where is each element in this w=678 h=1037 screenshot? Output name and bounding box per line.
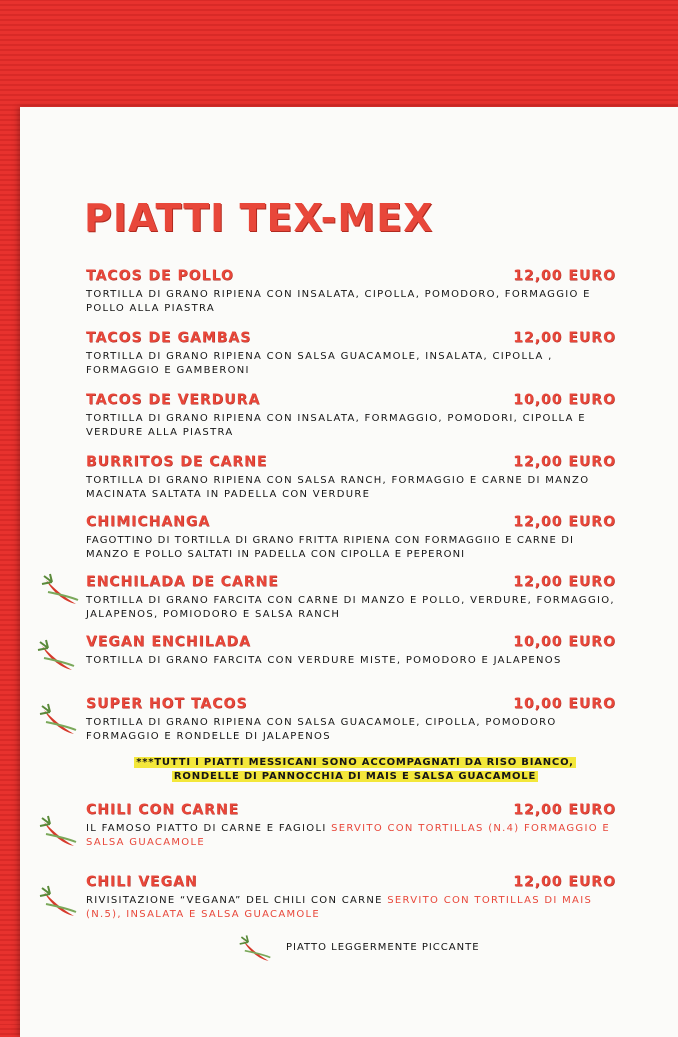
note-line-2: RONDELLE DI PANNOCCHIA DI MAIS E SALSA GUACAMOLE <box>173 771 537 782</box>
item-price: 12,00 EURO <box>513 330 616 346</box>
menu-item-tacos-de-verdura <box>86 392 616 440</box>
item-price: 12,00 EURO <box>513 574 616 590</box>
desc-extra: SERVITO CON TORTILLAS DI MAIS (N.5), INSALATA E SALSA GUACAMOLE <box>86 895 593 920</box>
chili-pepper-icon <box>38 812 78 852</box>
item-description: TORTILLA DI GRANO RIPIENA CON SALSA RANCH, FORMAGGIO E CARNE DI MANZO MACINATA SALTATA IN PADELLA CON VERDURE <box>86 475 590 500</box>
chili-pepper-icon <box>40 570 80 610</box>
item-description: TORTILLA DI GRANO FARCITA CON VERDURE MISTE, POMODORO E JALAPENOS <box>86 655 562 666</box>
item-description: TORTILLA DI GRANO RIPIENA CON SALSA GUACAMOLE, INSALATA, CIPOLLA , FORMAGGIO E GAMBERONI <box>86 351 553 376</box>
menu-item-chili-vegan <box>86 874 616 922</box>
item-price: 12,00 EURO <box>513 514 616 530</box>
side-dishes-note <box>100 756 610 784</box>
menu-item-chimichanga <box>86 514 616 562</box>
chili-pepper-icon <box>238 932 272 966</box>
menu-item-tacos-de-gambas <box>86 330 616 378</box>
item-name: VEGAN ENCHILADA <box>86 634 252 650</box>
menu-item-enchilada-de-carne <box>86 574 616 622</box>
item-name: TACOS DE VERDURA <box>86 392 261 408</box>
item-price: 12,00 EURO <box>513 268 616 284</box>
desc-main: IL FAMOSO PIATTO DI CARNE E FAGIOLI <box>86 823 327 834</box>
item-name: CHILI CON CARNE <box>86 802 240 818</box>
item-name: TACOS DE GAMBAS <box>86 330 252 346</box>
item-description <box>86 894 616 922</box>
item-description: FAGOTTINO DI TORTILLA DI GRANO FRITTA RIPIENA CON FORMAGGIIO E CARNE DI MANZO E POLLO SALTATI IN PADELLA CON CIPOLLA E PEPERONI <box>86 535 575 560</box>
item-description: TORTILLA DI GRANO RIPIENA CON INSALATA, FORMAGGIO, POMODORI, CIPOLLA E VERDURE ALLA PIASTRA <box>86 413 586 438</box>
item-name: SUPER HOT TACOS <box>86 696 248 712</box>
item-name: BURRITOS DE CARNE <box>86 454 268 470</box>
desc-main: RIVISITAZIONE “VEGANA” DEL CHILI CON CARNE <box>86 895 383 906</box>
item-price: 12,00 EURO <box>513 874 616 890</box>
menu-item-super-hot-tacos <box>86 696 616 744</box>
item-name: CHIMICHANGA <box>86 514 211 530</box>
item-description: TORTILLA DI GRANO RIPIENA CON SALSA GUACAMOLE, CIPOLLA, POMODORO FORMAGGIO E RONDELLE DI JALAPENOS <box>86 717 557 742</box>
item-name: CHILI VEGAN <box>86 874 198 890</box>
menu-item-chili-con-carne <box>86 802 616 850</box>
item-name: ENCHILADA DE CARNE <box>86 574 279 590</box>
item-price: 12,00 EURO <box>513 454 616 470</box>
chili-pepper-icon <box>36 636 76 676</box>
spicy-legend-label: PIATTO LEGGERMENTE PICCANTE <box>286 942 480 953</box>
menu-item-tacos-de-pollo <box>86 268 616 316</box>
page-title: PIATTI TEX-MEX <box>84 196 434 240</box>
item-price: 10,00 EURO <box>513 634 616 650</box>
item-description: TORTILLA DI GRANO RIPIENA CON INSALATA, CIPOLLA, POMODORO, FORMAGGIO E POLLO ALLA PIASTRA <box>86 289 591 314</box>
menu-item-burritos-de-carne <box>86 454 616 502</box>
item-price: 10,00 EURO <box>513 696 616 712</box>
item-description <box>86 822 616 850</box>
chili-pepper-icon <box>38 700 78 740</box>
menu-item-vegan-enchilada <box>86 634 616 668</box>
note-line-1: ***TUTTI I PIATTI MESSICANI SONO ACCOMPAGNATI DA RISO BIANCO, <box>136 757 574 768</box>
item-description: TORTILLA DI GRANO FARCITA CON CARNE DI MANZO E POLLO, VERDURE, FORMAGGIO, JALAPENOS, POMIODORO E SALSA RANCH <box>86 595 615 620</box>
item-price: 10,00 EURO <box>513 392 616 408</box>
item-price: 12,00 EURO <box>513 802 616 818</box>
chili-pepper-icon <box>38 882 78 922</box>
desc-extra: SERVITO CON TORTILLAS (N.4) FORMAGGIO E SALSA GUACAMOLE <box>86 823 610 848</box>
item-name: TACOS DE POLLO <box>86 268 234 284</box>
